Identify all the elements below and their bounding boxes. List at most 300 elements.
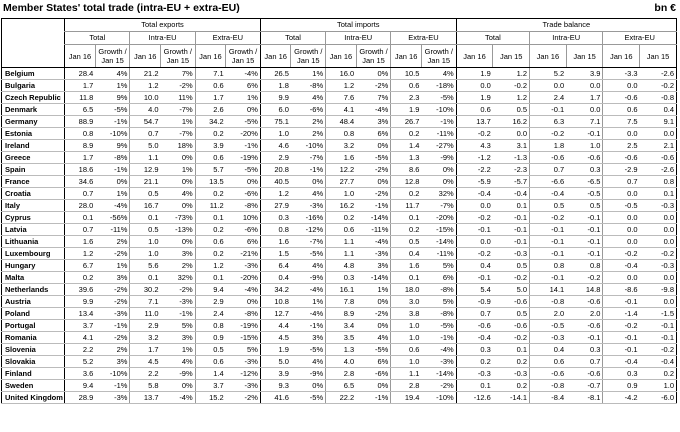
table-cell: -0.4 xyxy=(640,356,677,368)
table-cell: -6.0 xyxy=(640,392,677,404)
table-cell: -0.1 xyxy=(530,104,567,116)
table-cell: -3% xyxy=(161,296,196,308)
table-cell: -14% xyxy=(356,272,391,284)
table-cell: -0.2 xyxy=(640,80,677,92)
table-cell: 3% xyxy=(161,248,196,260)
table-cell: -5% xyxy=(291,392,326,404)
table-cell: -4% xyxy=(356,104,391,116)
table-row xyxy=(2,188,677,200)
table-row xyxy=(2,344,677,356)
table-cell: 9.9 xyxy=(260,92,291,104)
table-cell: -2.9 xyxy=(603,164,640,176)
table-cell: -4% xyxy=(356,236,391,248)
table-cell: 0.0 xyxy=(603,128,640,140)
country-name: Estonia xyxy=(2,128,65,140)
table-cell: 8.9 xyxy=(65,140,96,152)
table-cell: 0.2 xyxy=(493,380,530,392)
table-cell: 0% xyxy=(161,236,196,248)
table-cell: 4.5 xyxy=(260,332,291,344)
table-cell: 13.5 xyxy=(195,176,226,188)
table-cell: 0% xyxy=(226,176,261,188)
table-cell: 2% xyxy=(95,344,130,356)
table-cell: 4.5 xyxy=(130,356,161,368)
table-cell: 6% xyxy=(226,80,261,92)
table-row xyxy=(2,212,677,224)
table-cell: -3% xyxy=(95,392,130,404)
col-label-jan15: Jan 15 xyxy=(640,45,677,68)
table-cell: 3.6 xyxy=(65,368,96,380)
table-cell: 0.2 xyxy=(456,356,493,368)
table-cell: 1.4 xyxy=(391,140,422,152)
table-cell: 0% xyxy=(356,380,391,392)
table-cell: 0.6 xyxy=(391,80,422,92)
table-cell: -0.2 xyxy=(640,344,677,356)
table-cell: 1% xyxy=(95,80,130,92)
table-cell: 1.3 xyxy=(391,152,422,164)
table-cell: 0.0 xyxy=(566,104,603,116)
table-cell: -6% xyxy=(291,104,326,116)
table-cell: 6% xyxy=(226,236,261,248)
table-row xyxy=(2,68,677,80)
table-cell: 5.4 xyxy=(456,284,493,296)
table-cell: -0.2 xyxy=(456,212,493,224)
table-cell: -0.2 xyxy=(566,272,603,284)
table-cell: 0% xyxy=(161,200,196,212)
table-cell: -0.6 xyxy=(566,152,603,164)
table-cell: -3% xyxy=(421,356,456,368)
table-cell: 0.5 xyxy=(195,344,226,356)
table-cell: -2.2 xyxy=(456,164,493,176)
table-cell: 4.0 xyxy=(130,104,161,116)
table-row xyxy=(2,200,677,212)
table-cell: -6.5 xyxy=(566,176,603,188)
table-cell: 0% xyxy=(161,152,196,164)
table-cell: 0.0 xyxy=(603,236,640,248)
table-cell: -11% xyxy=(421,248,456,260)
table-cell: 11% xyxy=(161,92,196,104)
table-cell: -0.2 xyxy=(493,80,530,92)
table-cell: 1.1 xyxy=(391,368,422,380)
table-cell: 1.6 xyxy=(326,152,357,164)
table-cell: -0.3 xyxy=(640,200,677,212)
table-cell: 0.7 xyxy=(130,128,161,140)
table-cell: 4% xyxy=(291,188,326,200)
table-cell: -14.1 xyxy=(493,392,530,404)
table-cell: -0.1 xyxy=(530,224,567,236)
table-cell: -73% xyxy=(161,212,196,224)
table-cell: 1.4 xyxy=(195,368,226,380)
table-cell: 10.0 xyxy=(130,92,161,104)
table-cell: 3.7 xyxy=(195,380,226,392)
table-cell: 6% xyxy=(356,356,391,368)
country-name: Belgium xyxy=(2,68,65,80)
country-name: Denmark xyxy=(2,104,65,116)
table-cell: 10.5 xyxy=(391,68,422,80)
table-cell: 0.2 xyxy=(65,272,96,284)
table-cell: -8% xyxy=(226,200,261,212)
table-cell: 0.0 xyxy=(640,224,677,236)
table-cell: 3.0 xyxy=(391,296,422,308)
subgroup-imports-intra: Intra-EU xyxy=(326,32,391,45)
table-cell: 0.5 xyxy=(493,308,530,320)
page-title: Member States' total trade (intra-EU + extra-EU) xyxy=(3,2,240,14)
table-cell: -3.3 xyxy=(603,68,640,80)
table-cell: -2% xyxy=(161,284,196,296)
subgroup-imports-extra: Extra-EU xyxy=(391,32,456,45)
table-cell: -0.1 xyxy=(530,248,567,260)
table-cell: -2% xyxy=(95,284,130,296)
table-cell: -0.1 xyxy=(566,224,603,236)
table-row xyxy=(2,332,677,344)
table-cell: -4% xyxy=(161,392,196,404)
table-cell: -5.9 xyxy=(456,176,493,188)
table-cell: -0.1 xyxy=(640,320,677,332)
table-cell: 0.4 xyxy=(530,344,567,356)
table-cell: -1% xyxy=(356,200,391,212)
table-cell: 18.0 xyxy=(391,284,422,296)
table-cell: -4% xyxy=(421,344,456,356)
table-cell: 6.3 xyxy=(530,116,567,128)
table-cell: 0.0 xyxy=(603,212,640,224)
table-row xyxy=(2,140,677,152)
table-cell: -14% xyxy=(421,236,456,248)
table-cell: 2.4 xyxy=(195,308,226,320)
table-cell: 7% xyxy=(356,92,391,104)
table-cell: -15% xyxy=(226,332,261,344)
country-name: Malta xyxy=(2,272,65,284)
table-cell: 5.2 xyxy=(530,68,567,80)
table-cell: -7% xyxy=(421,200,456,212)
table-cell: 0.0 xyxy=(640,272,677,284)
table-cell: 3.4 xyxy=(326,320,357,332)
table-cell: 5.2 xyxy=(65,356,96,368)
table-cell: 1% xyxy=(161,344,196,356)
table-cell: 0.3 xyxy=(456,344,493,356)
table-cell: 1% xyxy=(291,68,326,80)
table-cell: -1% xyxy=(421,116,456,128)
table-cell: 0.2 xyxy=(195,128,226,140)
table-cell: 0.3 xyxy=(566,344,603,356)
table-cell: 0.8 xyxy=(195,320,226,332)
trade-table xyxy=(1,18,677,404)
table-cell: -1% xyxy=(95,380,130,392)
table-cell: 4% xyxy=(356,332,391,344)
table-cell: 8.6 xyxy=(391,164,422,176)
table-cell: 0.3 xyxy=(603,368,640,380)
table-cell: -4% xyxy=(291,308,326,320)
table-cell: 5% xyxy=(421,260,456,272)
table-cell: 4% xyxy=(291,260,326,272)
table-cell: 6% xyxy=(421,272,456,284)
table-cell: 6.5 xyxy=(65,104,96,116)
table-cell: 0.2 xyxy=(326,212,357,224)
table-cell: -21% xyxy=(226,248,261,260)
table-cell: 10% xyxy=(226,212,261,224)
table-cell: 88.9 xyxy=(65,116,96,128)
table-cell: 2.8 xyxy=(391,380,422,392)
table-cell: 27.7 xyxy=(326,176,357,188)
table-cell: 2% xyxy=(291,116,326,128)
country-name: Austria xyxy=(2,296,65,308)
country-name: Croatia xyxy=(2,188,65,200)
table-cell: -0.1 xyxy=(493,236,530,248)
table-cell: 0% xyxy=(226,296,261,308)
table-cell: -1% xyxy=(95,116,130,128)
table-cell: 1.6 xyxy=(65,236,96,248)
table-cell: -9% xyxy=(161,368,196,380)
table-cell: -2% xyxy=(356,188,391,200)
table-cell: 2.0 xyxy=(530,308,567,320)
table-cell: -5% xyxy=(226,116,261,128)
table-cell: 0.7 xyxy=(566,356,603,368)
group-header-exports: Total exports xyxy=(65,19,261,32)
table-cell: 41.6 xyxy=(260,392,291,404)
table-cell: 6.4 xyxy=(260,260,291,272)
table-cell: 9.9 xyxy=(65,296,96,308)
table-cell: -10% xyxy=(421,104,456,116)
table-cell: 0.0 xyxy=(640,128,677,140)
table-cell: -0.1 xyxy=(603,344,640,356)
table-cell: 11.8 xyxy=(65,92,96,104)
table-cell: -1% xyxy=(291,320,326,332)
table-cell: 0.8 xyxy=(326,128,357,140)
table-cell: 2.2 xyxy=(65,344,96,356)
table-cell: 4.3 xyxy=(456,140,493,152)
table-cell: -5.7 xyxy=(493,176,530,188)
table-cell: 0.7 xyxy=(456,308,493,320)
table-cell: 13.7 xyxy=(130,392,161,404)
table-cell: -18% xyxy=(421,80,456,92)
table-cell: 34.6 xyxy=(65,176,96,188)
table-cell: -1.5 xyxy=(640,308,677,320)
table-cell: 4.1 xyxy=(326,104,357,116)
table-cell: -6.6 xyxy=(530,176,567,188)
table-cell: -4% xyxy=(95,200,130,212)
table-row xyxy=(2,356,677,368)
table-cell: 0.8 xyxy=(640,176,677,188)
table-cell: 4.0 xyxy=(326,356,357,368)
table-cell: -27% xyxy=(421,140,456,152)
table-cell: 0.0 xyxy=(603,272,640,284)
table-cell: 3.1 xyxy=(493,140,530,152)
table-cell: -11% xyxy=(356,224,391,236)
table-cell: 0.4 xyxy=(640,104,677,116)
table-cell: 0.9 xyxy=(195,332,226,344)
table-cell: 2.8 xyxy=(326,368,357,380)
table-cell: -3% xyxy=(291,200,326,212)
country-name: Greece xyxy=(2,152,65,164)
table-cell: 0.1 xyxy=(640,188,677,200)
table-cell: 1% xyxy=(95,188,130,200)
table-cell: 26.7 xyxy=(391,116,422,128)
table-cell: 0.2 xyxy=(640,368,677,380)
table-cell: -9% xyxy=(291,368,326,380)
table-cell: 40.5 xyxy=(260,176,291,188)
col-label-jan16: Jan 16 xyxy=(65,45,96,68)
table-row xyxy=(2,116,677,128)
table-cell: 0.5 xyxy=(493,260,530,272)
table-cell: 1.2 xyxy=(493,68,530,80)
table-cell: 26.5 xyxy=(260,68,291,80)
table-cell: -12% xyxy=(226,368,261,380)
table-cell: 1.1 xyxy=(326,236,357,248)
table-cell: -8% xyxy=(95,152,130,164)
table-cell: -20% xyxy=(226,272,261,284)
table-cell: -10% xyxy=(291,140,326,152)
table-cell: -15% xyxy=(421,224,456,236)
col-label-jan16: Jan 16 xyxy=(456,45,493,68)
table-cell: 2% xyxy=(95,236,130,248)
table-cell: -2.3 xyxy=(493,164,530,176)
table-cell: 1.1 xyxy=(326,248,357,260)
table-cell: 0.4 xyxy=(456,260,493,272)
table-cell: -5% xyxy=(291,344,326,356)
table-cell: 0% xyxy=(356,140,391,152)
table-cell: 16.2 xyxy=(493,116,530,128)
table-cell: -5% xyxy=(291,248,326,260)
table-cell: 3.2 xyxy=(130,332,161,344)
table-cell: 0.5 xyxy=(530,200,567,212)
table-cell: 4% xyxy=(421,68,456,80)
table-cell: -8.1 xyxy=(566,392,603,404)
table-cell: 0.1 xyxy=(195,212,226,224)
table-cell: -19% xyxy=(226,320,261,332)
col-label-jan16: Jan 16 xyxy=(195,45,226,68)
table-cell: -16% xyxy=(291,212,326,224)
table-cell: 4% xyxy=(95,68,130,80)
table-cell: 0.9 xyxy=(603,380,640,392)
table-cell: 7.1 xyxy=(130,296,161,308)
table-cell: 1.7 xyxy=(566,92,603,104)
col-label-growth: Growth / Jan 15 xyxy=(421,45,456,68)
table-cell: -11% xyxy=(95,224,130,236)
table-cell: 0.1 xyxy=(130,212,161,224)
table-cell: -0.2 xyxy=(603,320,640,332)
col-label-jan15: Jan 15 xyxy=(493,45,530,68)
table-cell: -0.2 xyxy=(456,128,493,140)
table-cell: 1% xyxy=(356,284,391,296)
table-cell: 6.5 xyxy=(326,380,357,392)
table-cell: 1.0 xyxy=(130,248,161,260)
table-cell: -0.2 xyxy=(493,272,530,284)
table-cell: -10% xyxy=(421,392,456,404)
table-cell: -0.5 xyxy=(566,188,603,200)
table-cell: 0.0 xyxy=(456,200,493,212)
table-cell: 1.2 xyxy=(326,80,357,92)
table-cell: 5.0 xyxy=(493,284,530,296)
col-label-jan16: Jan 16 xyxy=(391,45,422,68)
table-cell: 0.3 xyxy=(260,212,291,224)
table-body xyxy=(2,68,677,404)
table-cell: -0.2 xyxy=(456,248,493,260)
table-cell: 3.7 xyxy=(65,320,96,332)
country-name: Poland xyxy=(2,308,65,320)
table-cell: 0.5 xyxy=(130,224,161,236)
table-cell: -0.9 xyxy=(456,296,493,308)
table-row xyxy=(2,260,677,272)
table-row xyxy=(2,80,677,92)
table-cell: 0% xyxy=(161,176,196,188)
table-cell: -0.1 xyxy=(456,224,493,236)
table-cell: 0.7 xyxy=(65,224,96,236)
table-cell: 0% xyxy=(226,104,261,116)
table-cell: -2% xyxy=(226,392,261,404)
table-cell: 0.6 xyxy=(195,236,226,248)
table-cell: 3% xyxy=(95,356,130,368)
table-cell: 0.4 xyxy=(391,248,422,260)
table-cell: 0.6 xyxy=(456,104,493,116)
table-cell: -8.6 xyxy=(603,284,640,296)
table-cell: 2.2 xyxy=(130,368,161,380)
table-cell: 12.7 xyxy=(260,308,291,320)
table-cell: -8% xyxy=(291,80,326,92)
table-cell: 2.1 xyxy=(640,140,677,152)
table-header xyxy=(2,19,677,68)
table-cell: -0.3 xyxy=(456,368,493,380)
table-cell: 4.4 xyxy=(260,320,291,332)
table-cell: 20.8 xyxy=(260,164,291,176)
table-cell: -11% xyxy=(421,128,456,140)
table-cell: -5% xyxy=(356,152,391,164)
table-cell: 0.3 xyxy=(566,164,603,176)
table-cell: 9.4 xyxy=(195,284,226,296)
table-cell: -2% xyxy=(356,80,391,92)
table-cell: 1% xyxy=(95,260,130,272)
col-label-growth: Growth / Jan 15 xyxy=(161,45,196,68)
col-label-jan16: Jan 16 xyxy=(530,45,567,68)
table-cell: -0.6 xyxy=(640,152,677,164)
table-cell: 1.8 xyxy=(260,80,291,92)
table-cell: 3.8 xyxy=(391,308,422,320)
col-label-growth: Growth / Jan 15 xyxy=(291,45,326,68)
table-cell: 10.8 xyxy=(260,296,291,308)
table-cell: 12.9 xyxy=(130,164,161,176)
table-cell: 0.0 xyxy=(603,188,640,200)
group-header-balance: Trade balance xyxy=(456,19,676,32)
table-cell: 2% xyxy=(161,260,196,272)
table-cell: -0.2 xyxy=(530,128,567,140)
country-name: Sweden xyxy=(2,380,65,392)
table-cell: 27.9 xyxy=(260,200,291,212)
table-cell: 0.0 xyxy=(640,212,677,224)
table-cell: 18.6 xyxy=(65,164,96,176)
table-cell: 0% xyxy=(356,296,391,308)
table-row xyxy=(2,104,677,116)
group-header-imports: Total imports xyxy=(260,19,456,32)
subgroup-exports-extra: Extra-EU xyxy=(195,32,260,45)
table-cell: -0.4 xyxy=(456,188,493,200)
table-cell: 0.1 xyxy=(130,272,161,284)
table-cell: 11.2 xyxy=(195,200,226,212)
table-cell: 0.3 xyxy=(326,272,357,284)
country-name: Ireland xyxy=(2,140,65,152)
table-cell: 0.2 xyxy=(195,248,226,260)
table-cell: -9.8 xyxy=(640,284,677,296)
table-cell: -0.2 xyxy=(640,248,677,260)
country-name: Finland xyxy=(2,368,65,380)
table-cell: 0.2 xyxy=(391,224,422,236)
table-cell: -3% xyxy=(226,380,261,392)
table-cell: 0.6 xyxy=(195,152,226,164)
table-cell: 0.7 xyxy=(530,164,567,176)
table-cell: 0.2 xyxy=(493,356,530,368)
country-name: Portugal xyxy=(2,320,65,332)
table-row xyxy=(2,368,677,380)
country-name: Romania xyxy=(2,332,65,344)
table-cell: 5% xyxy=(161,320,196,332)
table-cell: 0.1 xyxy=(493,344,530,356)
col-label-jan16: Jan 16 xyxy=(130,45,161,68)
